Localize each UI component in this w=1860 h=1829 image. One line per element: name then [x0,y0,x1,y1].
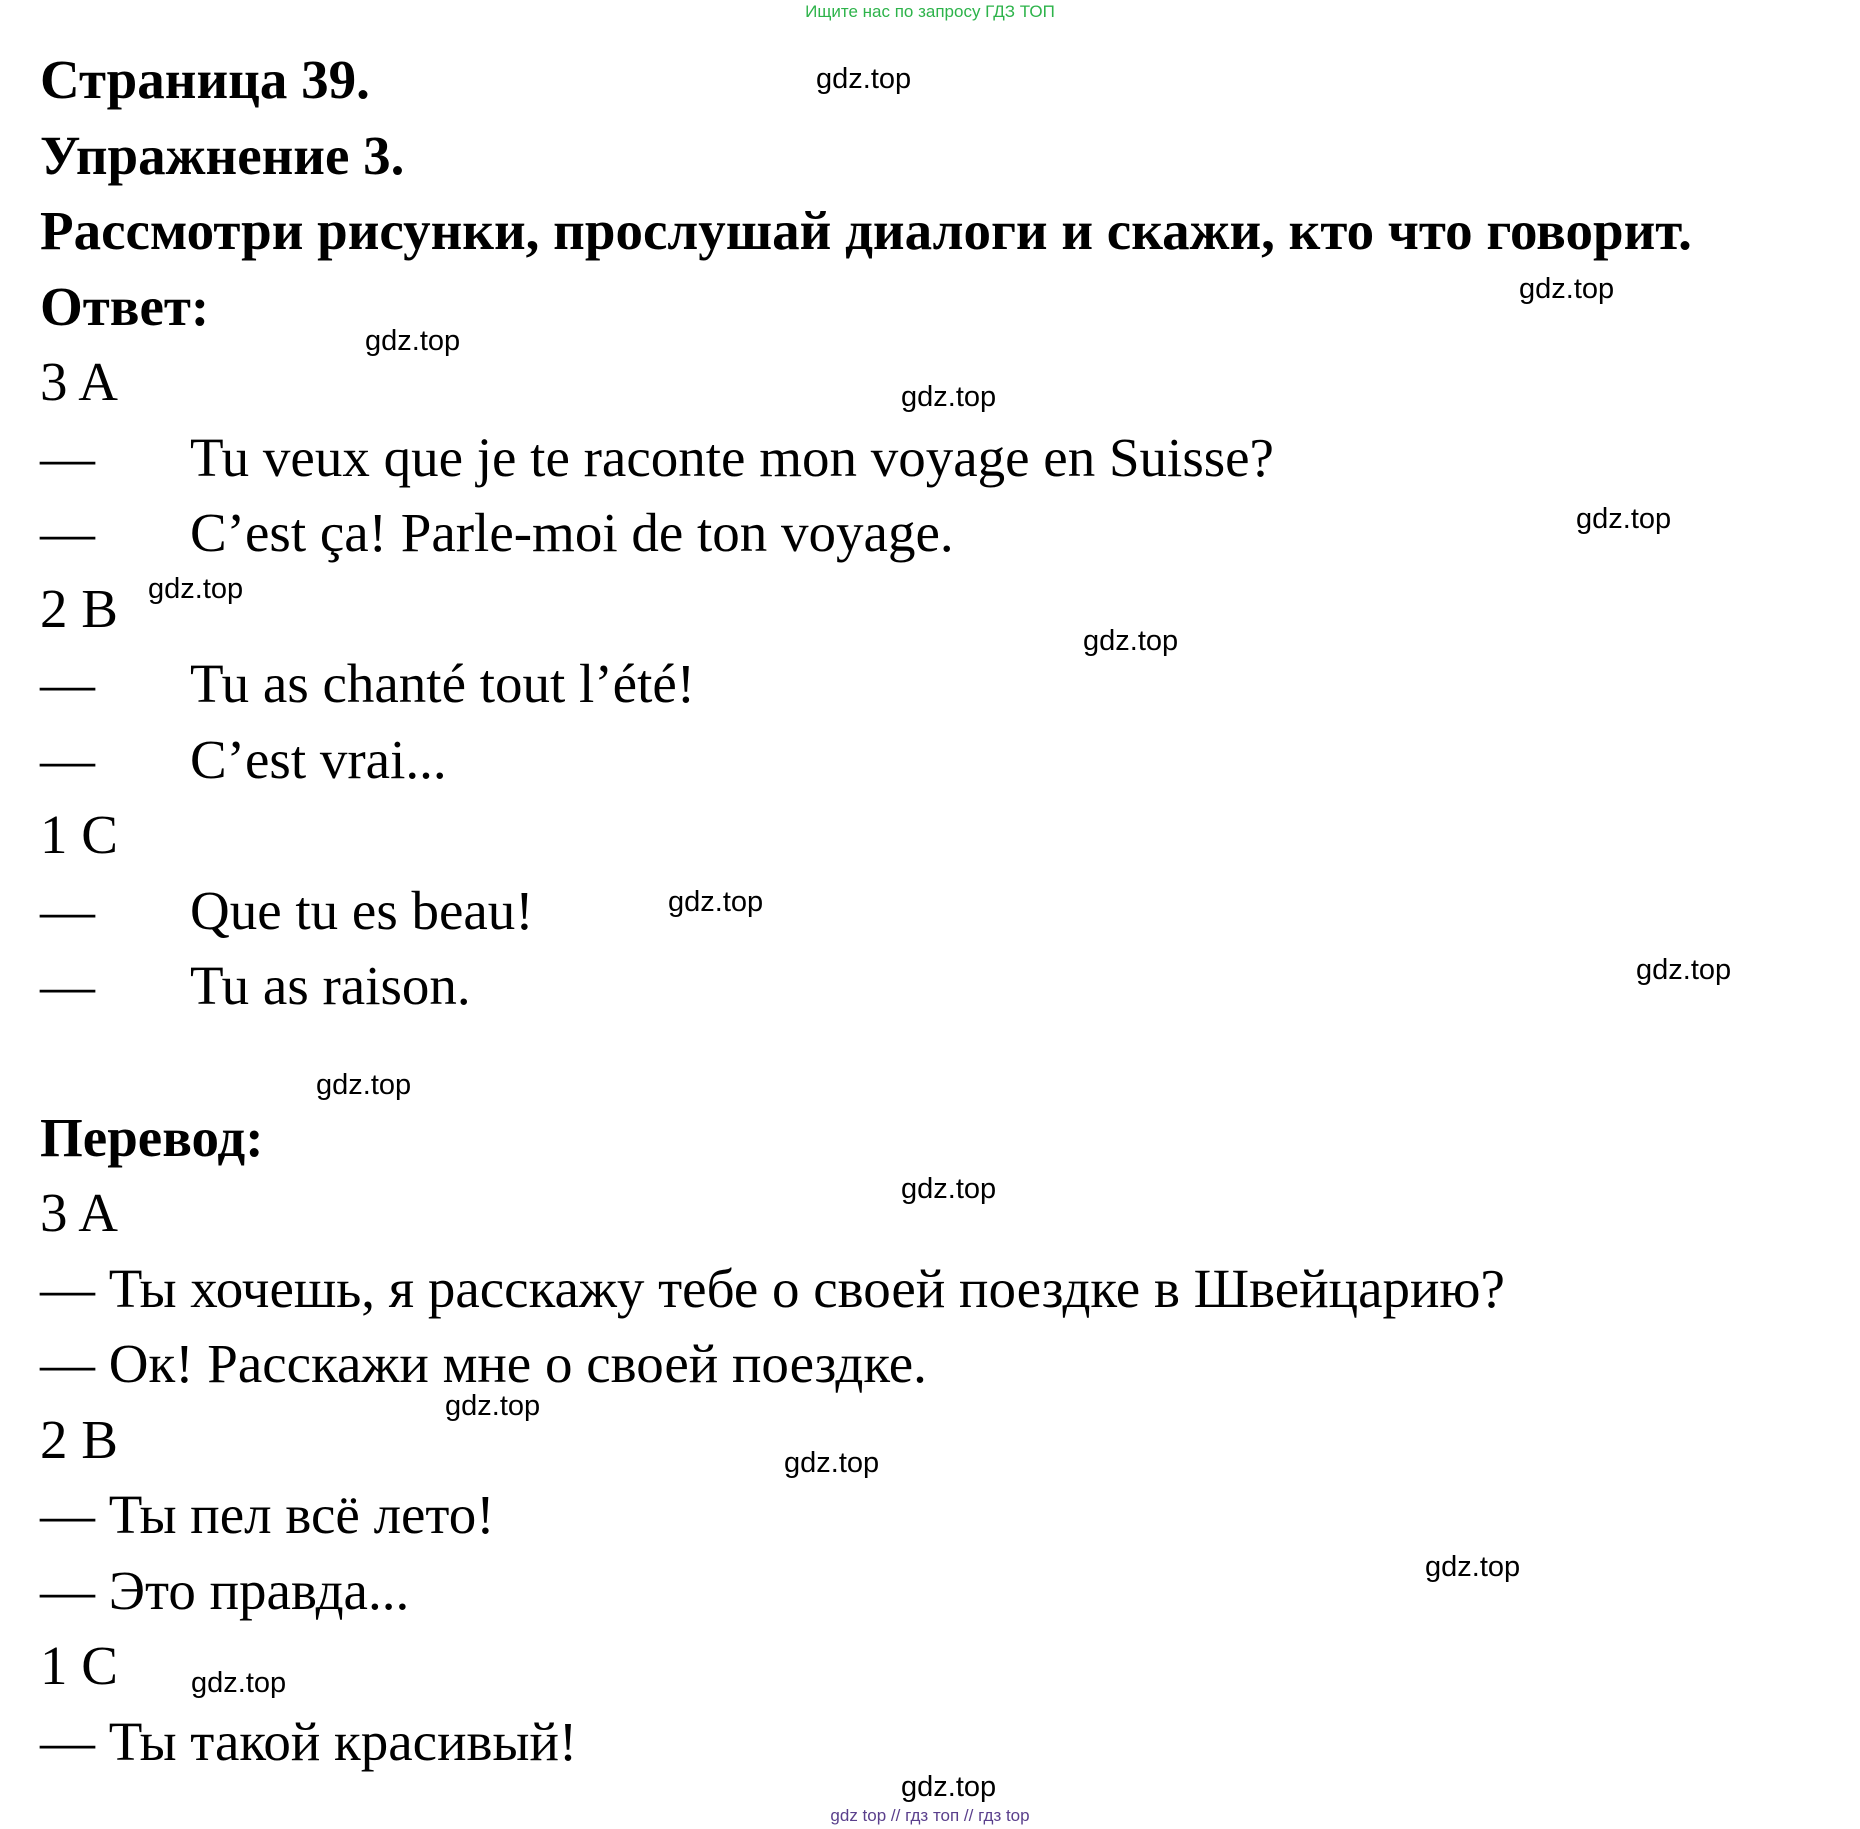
watermark: gdz.top [445,1390,541,1422]
answer-line [40,502,954,563]
dash: — [40,502,95,563]
watermark: gdz.top [1636,954,1732,986]
watermark: gdz.top [1576,503,1672,535]
watermark: gdz.top [784,1447,880,1479]
watermark: gdz.top [901,1771,997,1803]
answer-text: Tu as raison. [190,955,471,1016]
answer-text: C’est vrai... [190,729,447,790]
answer-text: Tu veux que je te raconte mon voyage en Suisse? [190,427,1274,488]
watermark: gdz.top [1425,1551,1521,1583]
answer-line [40,729,447,790]
watermark: gdz.top [668,886,764,918]
watermark: gdz.top [816,63,912,95]
translation-group-label-3: 1 C [40,1635,118,1696]
translation-group-label-2: 2 B [40,1409,118,1470]
translation-line: — Это правда... [40,1560,410,1621]
watermark: gdz.top [365,325,461,357]
watermark: gdz.top [1083,625,1179,657]
watermark: gdz.top [1519,273,1615,305]
watermark: gdz.top [148,573,244,605]
answer-text: Tu as chanté tout l’été! [190,653,696,714]
bottom-banner: gdz top // гдз топ // гдз top [830,1806,1030,1825]
answer-label: Ответ: [40,276,210,337]
dash: — [40,653,95,714]
answer-group-label-2: 2 B [40,578,118,639]
answer-line [40,427,1274,488]
top-banner: Ищите нас по запросу ГДЗ ТОП [805,2,1055,21]
translation-line: — Ты хочешь, я расскажу тебе о своей поездке в Швейцарию? [40,1258,1505,1319]
answer-text: C’est ça! Parle-moi de ton voyage. [190,502,954,563]
answer-text: Que tu es beau! [190,880,534,941]
answer-line [40,880,534,941]
translation-group-label-1: 3 A [40,1182,118,1243]
dash: — [40,955,95,1016]
translation-label: Перевод: [40,1107,264,1168]
translation-line: — Ты пел всё лето! [40,1484,495,1545]
answer-group-label-1: 3 A [40,351,118,412]
exercise-title: Упражнение 3. [40,125,405,186]
translation-line: — Ты такой красивый! [40,1711,578,1772]
watermark: gdz.top [191,1667,287,1699]
dash: — [40,729,95,790]
watermark: gdz.top [901,381,997,413]
dash: — [40,427,95,488]
task-text: Рассмотри рисунки, прослушай диалоги и скажи, кто что говорит. [40,200,1692,261]
page-title: Страница 39. [40,49,370,110]
watermark: gdz.top [901,1173,997,1205]
answer-line [40,955,471,1016]
watermark: gdz.top [316,1069,412,1101]
dash: — [40,880,95,941]
translation-line: — Ок! Расскажи мне о своей поездке. [40,1333,927,1394]
answer-group-label-3: 1 C [40,804,118,865]
answer-line [40,653,696,714]
